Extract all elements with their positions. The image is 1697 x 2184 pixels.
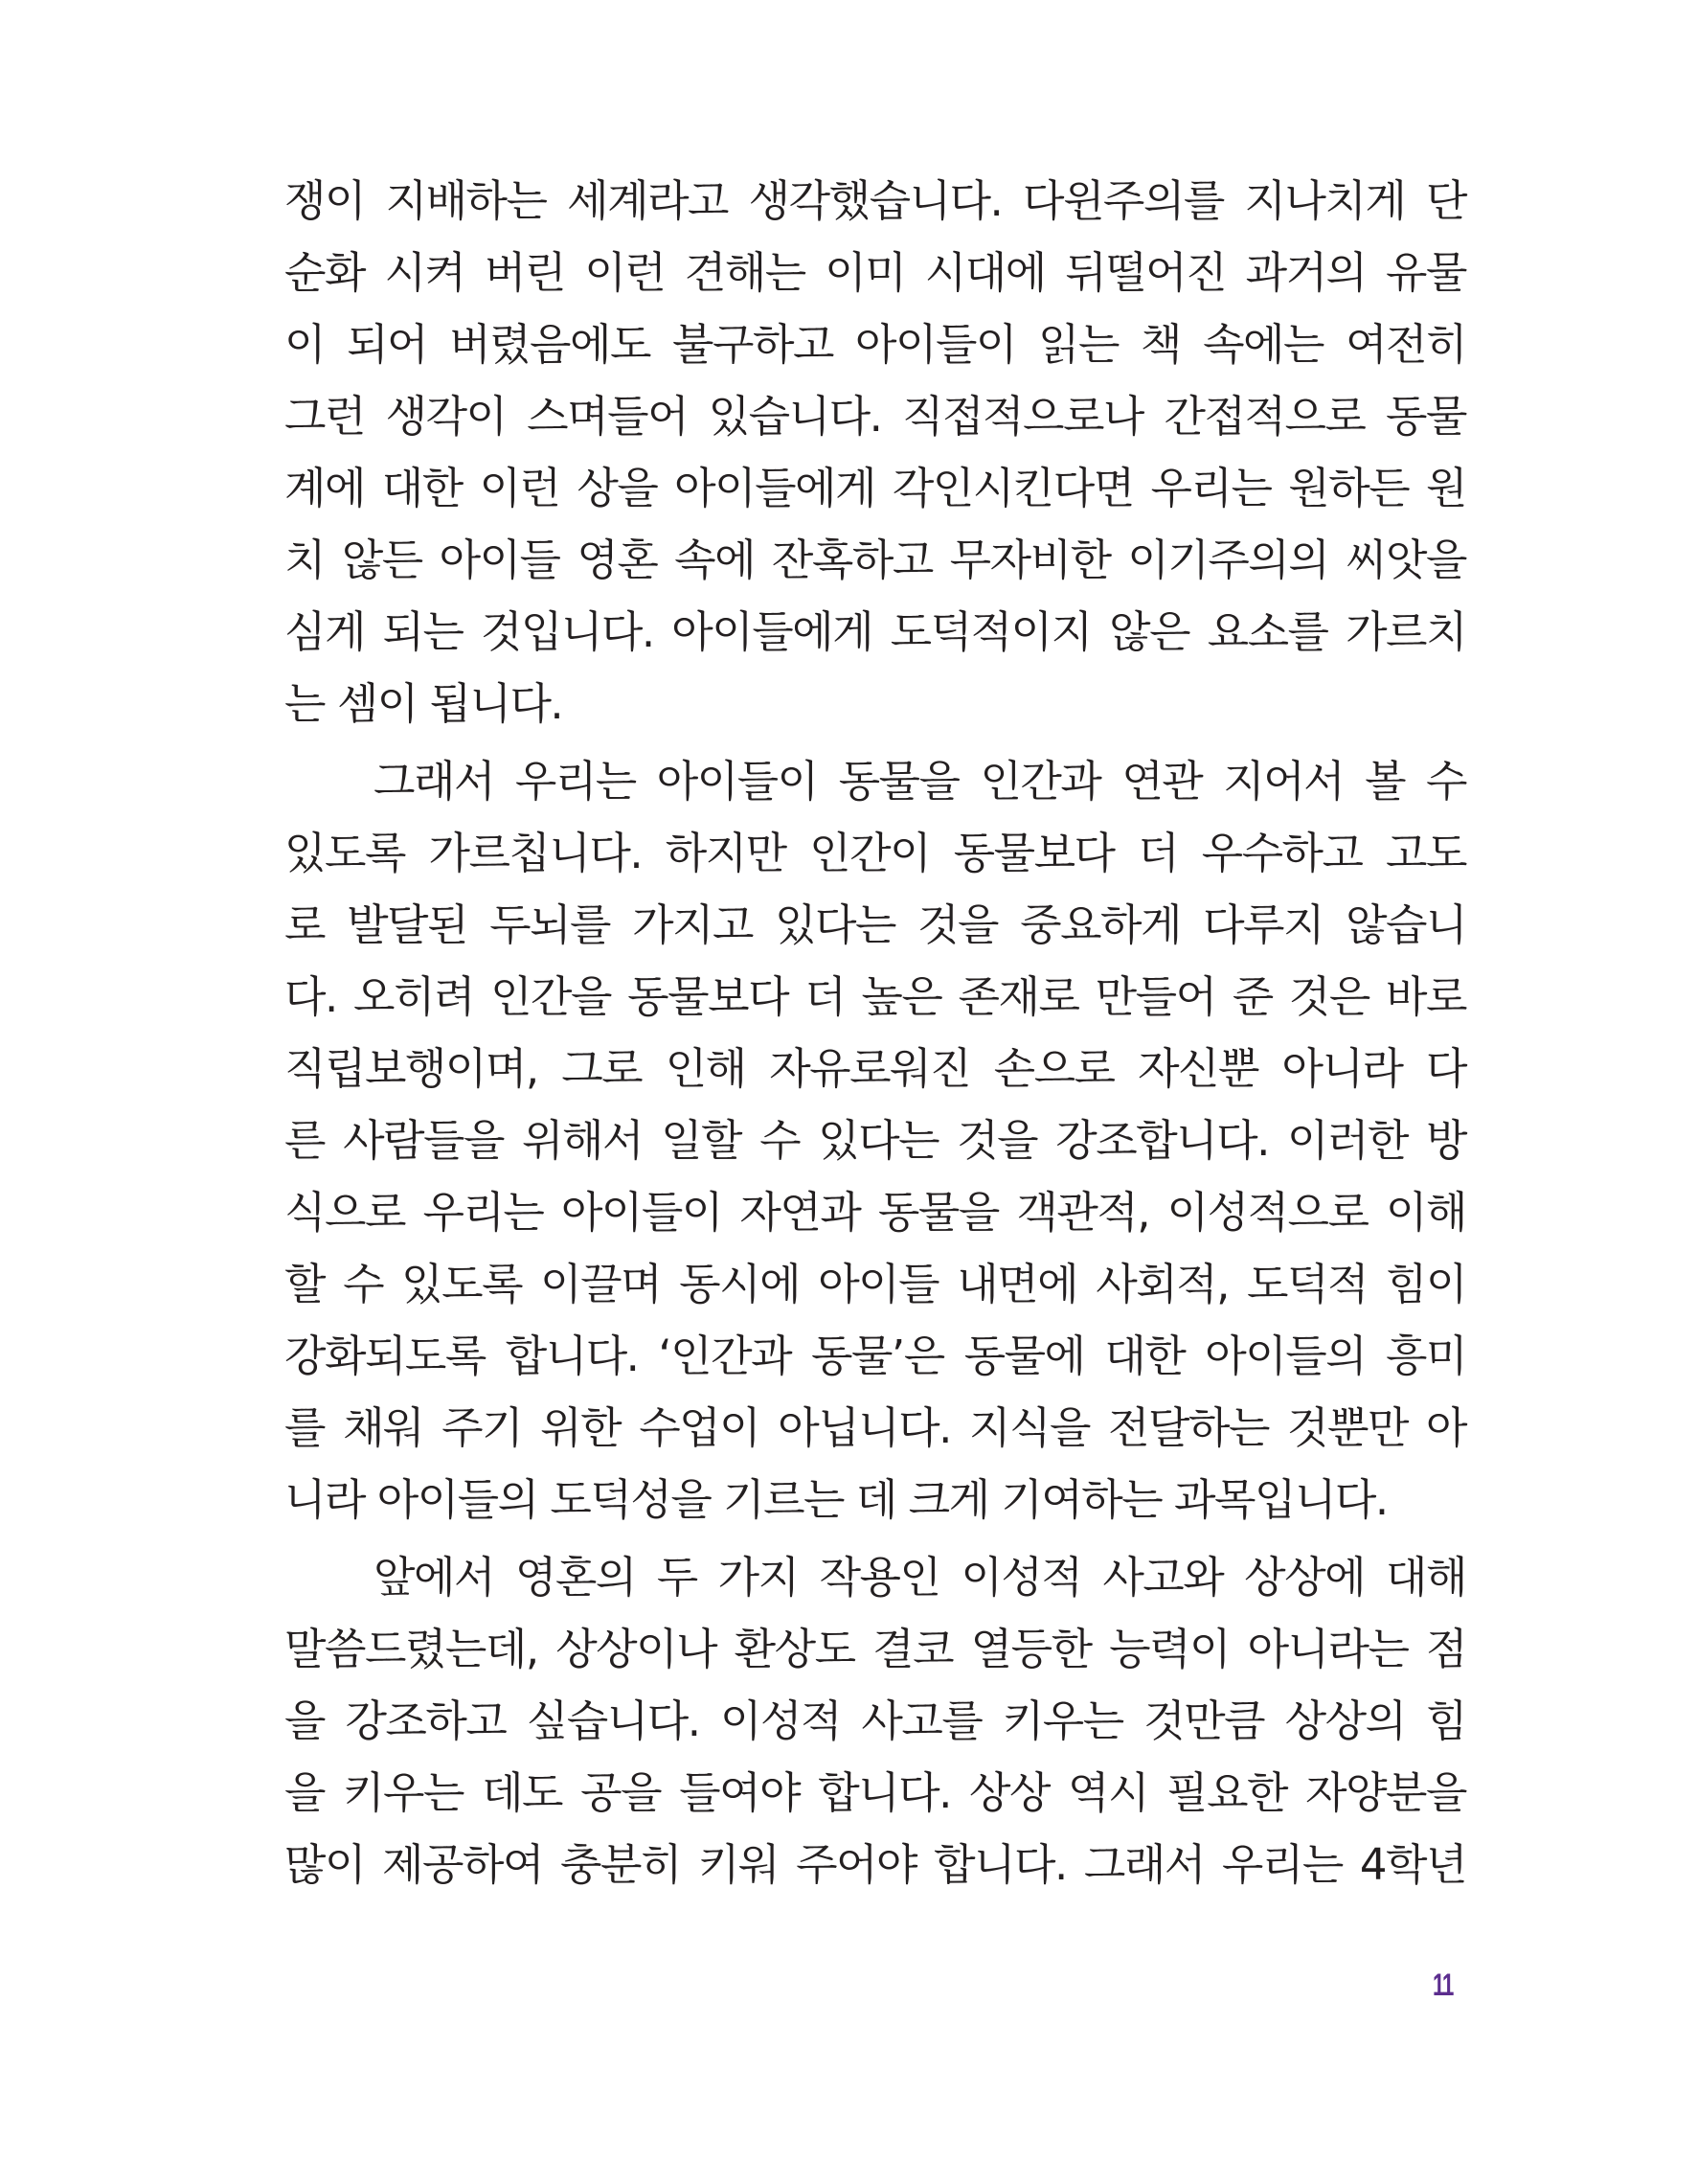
text-line: 있도록 가르칩니다. 하지만 인간이 동물보다 더 우수하고 고도 bbox=[284, 828, 1466, 878]
text-line: 계에 대한 이런 상을 아이들에게 각인시킨다면 우리는 원하든 원 bbox=[284, 463, 1466, 513]
text-line: 강화되도록 합니다. ‘인간과 동물’은 동물에 대한 아이들의 흥미 bbox=[284, 1331, 1466, 1381]
text-line: 을 강조하고 싶습니다. 이성적 사고를 키우는 것만큼 상상의 힘 bbox=[284, 1695, 1466, 1746]
text-line: 많이 제공하여 충분히 키워 주어야 합니다. 그래서 우리는 4학년 bbox=[284, 1839, 1466, 1890]
text-line: 를 채워 주기 위한 수업이 아닙니다. 지식을 전달하는 것뿐만 아 bbox=[284, 1402, 1466, 1453]
text-line: 식으로 우리는 아이들이 자연과 동물을 객관적, 이성적으로 이해 bbox=[284, 1187, 1466, 1238]
text-line-indented: 앞에서 영혼의 두 가지 작용인 이성적 사고와 상상에 대해 bbox=[373, 1552, 1466, 1603]
paragraph bbox=[284, 745, 1466, 1536]
text-line: 른 사람들을 위해서 일할 수 있다는 것을 강조합니다. 이러한 방 bbox=[284, 1115, 1466, 1166]
page-number: 11 bbox=[1433, 1968, 1453, 2002]
body-text bbox=[284, 165, 1466, 1900]
paragraph bbox=[284, 1541, 1466, 1900]
text-line: 로 발달된 두뇌를 가지고 있다는 것을 중요하게 다루지 않습니 bbox=[284, 899, 1466, 950]
text-line: 쟁이 지배하는 세계라고 생각했습니다. 다윈주의를 지나치게 단 bbox=[284, 175, 1466, 226]
paragraph-continued bbox=[284, 165, 1466, 739]
text-line-indented: 그래서 우리는 아이들이 동물을 인간과 연관 지어서 볼 수 bbox=[373, 756, 1466, 807]
text-line: 치 않든 아이들 영혼 속에 잔혹하고 무자비한 이기주의의 씨앗을 bbox=[284, 535, 1466, 585]
text-line: 다. 오히려 인간을 동물보다 더 높은 존재로 만들어 준 것은 바로 bbox=[284, 971, 1466, 1022]
text-line: 그런 생각이 스며들어 있습니다. 직접적으로나 간접적으로 동물 bbox=[284, 391, 1466, 442]
text-line: 할 수 있도록 이끌며 동시에 아이들 내면에 사회적, 도덕적 힘이 bbox=[284, 1259, 1466, 1309]
text-line: 직립보행이며, 그로 인해 자유로워진 손으로 자신뿐 아니라 다 bbox=[284, 1043, 1466, 1094]
text-line: 심게 되는 것입니다. 아이들에게 도덕적이지 않은 요소를 가르치 bbox=[284, 606, 1466, 657]
text-line: 는 셈이 됩니다. bbox=[284, 678, 563, 729]
text-line: 을 키우는 데도 공을 들여야 합니다. 상상 역시 필요한 자양분을 bbox=[284, 1767, 1466, 1818]
text-line: 순화 시켜 버린 이런 견해는 이미 시대에 뒤떨어진 과거의 유물 bbox=[284, 247, 1466, 298]
text-line: 니라 아이들의 도덕성을 기르는 데 크게 기여하는 과목입니다. bbox=[284, 1474, 1388, 1525]
text-line: 이 되어 버렸음에도 불구하고 아이들이 읽는 책 속에는 여전히 bbox=[284, 319, 1466, 370]
text-line: 말씀드렸는데, 상상이나 환상도 결코 열등한 능력이 아니라는 점 bbox=[284, 1624, 1466, 1674]
